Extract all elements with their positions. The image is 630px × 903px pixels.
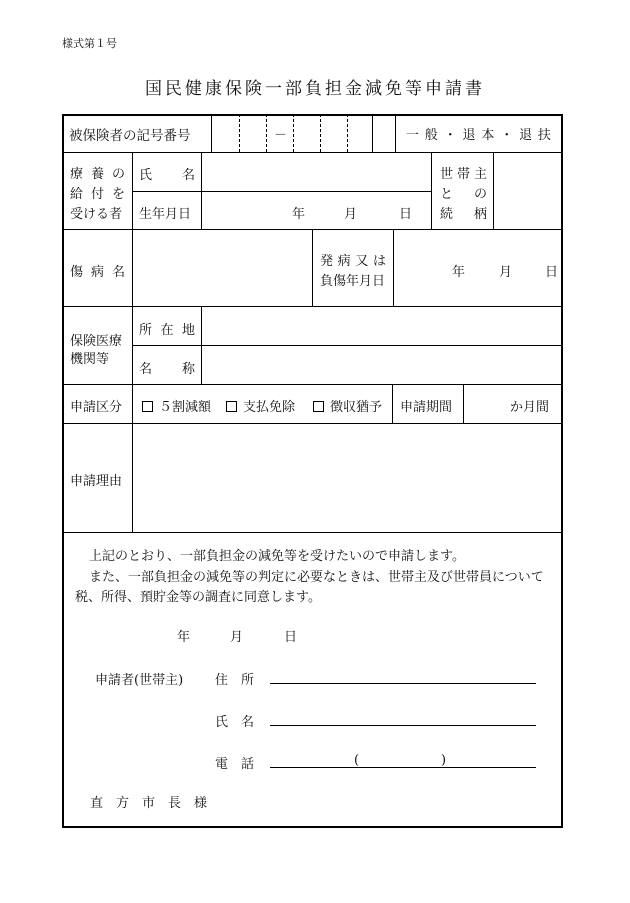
addressee: 直 方 市 長 様 [90,796,208,811]
cell-divider [393,229,394,306]
page-title: 国民健康保険一部負担金減免等申請書 [145,79,485,99]
onset-day-unit: 日 [545,265,559,280]
application-category-label: 申請区分 [70,400,123,415]
cell-divider [201,152,202,229]
name-birth-divider [132,191,431,192]
declaration-year-unit: 年 [177,630,191,645]
declaration-day-unit: 日 [284,630,298,645]
declaration-line3: 税、所得、預貯金等の調査に同意します。 [75,590,321,605]
phone-close-paren: ) [441,753,447,768]
applicant-label: 申請者(世帯主) [95,673,184,688]
application-period-label: 申請期間 [400,400,453,415]
institution-label-line1: 保険医療 [70,334,123,349]
cell-divider [312,229,313,306]
checkbox-icon[interactable] [313,401,324,412]
relation-label-line2: と の [440,187,487,202]
onset-month-unit: 月 [499,265,513,280]
institution-address-label: 所 在 地 [139,323,195,338]
digit-divider [293,114,294,152]
applicant-address-line[interactable] [270,683,536,684]
cell-divider [493,152,494,229]
form-number: 様式第１号 [62,37,117,50]
applicant-phone-label: 電 話 [215,757,255,772]
cell-divider [201,306,202,384]
institution-label-line2: 機関等 [70,352,110,367]
recipient-label-line1: 療 養 の [70,167,125,182]
applicant-address-label: 住 所 [215,673,255,688]
option-payment-exemption[interactable] [226,396,295,415]
recipient-label-line2: 給 付 を [70,187,125,202]
row-divider [62,152,563,153]
option-half-reduction[interactable] [142,396,211,415]
form-frame [62,114,563,828]
digit-divider [266,114,267,152]
birth-year-unit: 年 [292,207,306,222]
checkbox-icon[interactable] [226,401,237,412]
declaration-month-unit: 月 [230,630,244,645]
birth-day-unit: 日 [399,207,413,222]
insured-number-label: 被保険者の記号番号 [69,128,191,144]
cell-divider [395,114,396,152]
recipient-label-line3: 受ける者 [70,207,123,222]
checkbox-icon[interactable] [142,401,153,412]
row-divider [62,532,563,533]
cell-divider [431,152,432,229]
applicant-phone-line[interactable] [270,767,536,768]
cell-divider [463,384,464,423]
application-period-unit: か月間 [510,400,550,415]
relation-label-line1: 世 帯 主 [440,167,487,182]
option-collection-deferral[interactable] [313,396,382,415]
insured-number-dash: － [274,128,288,143]
label-column-divider [132,152,133,532]
insured-category-options[interactable]: 一 般 ・ 退 本 ・ 退 扶 [406,128,551,143]
digit-divider [239,114,240,152]
onset-label-line1: 発 病 又 は [320,254,386,269]
row-divider [62,423,563,424]
digit-divider [320,114,321,152]
cell-divider [372,114,373,152]
applicant-name-label: 氏 名 [215,715,255,730]
digit-divider [347,114,348,152]
onset-year-unit: 年 [452,265,466,280]
relation-label-line3: 続 柄 [440,207,487,222]
declaration-line1: 上記のとおり、一部負担金の減免等を受けたいので申請します。 [89,549,465,564]
birth-month-unit: 月 [344,207,358,222]
injury-label: 傷 病 名 [70,265,125,280]
institution-name-label: 名 称 [139,362,195,377]
onset-label-line2: 負傷年月日 [320,274,386,289]
phone-open-paren: ( [354,753,360,768]
cell-divider [392,384,393,423]
option-label: 徴収猶予 [330,400,383,415]
birth-date-label: 生年月日 [139,207,192,222]
option-label: 支払免除 [243,400,296,415]
cell-divider [211,114,212,152]
row-divider [62,384,563,385]
name-label: 氏 名 [139,168,195,183]
option-label: ５割減額 [159,400,212,415]
address-name-divider [132,345,563,346]
declaration-line2: また、一部負担金の減免等の判定に必要なときは、世帯主及び世帯員について [89,570,544,585]
application-reason-label: 申請理由 [70,474,123,489]
row-divider [62,306,563,307]
applicant-name-line[interactable] [270,725,536,726]
